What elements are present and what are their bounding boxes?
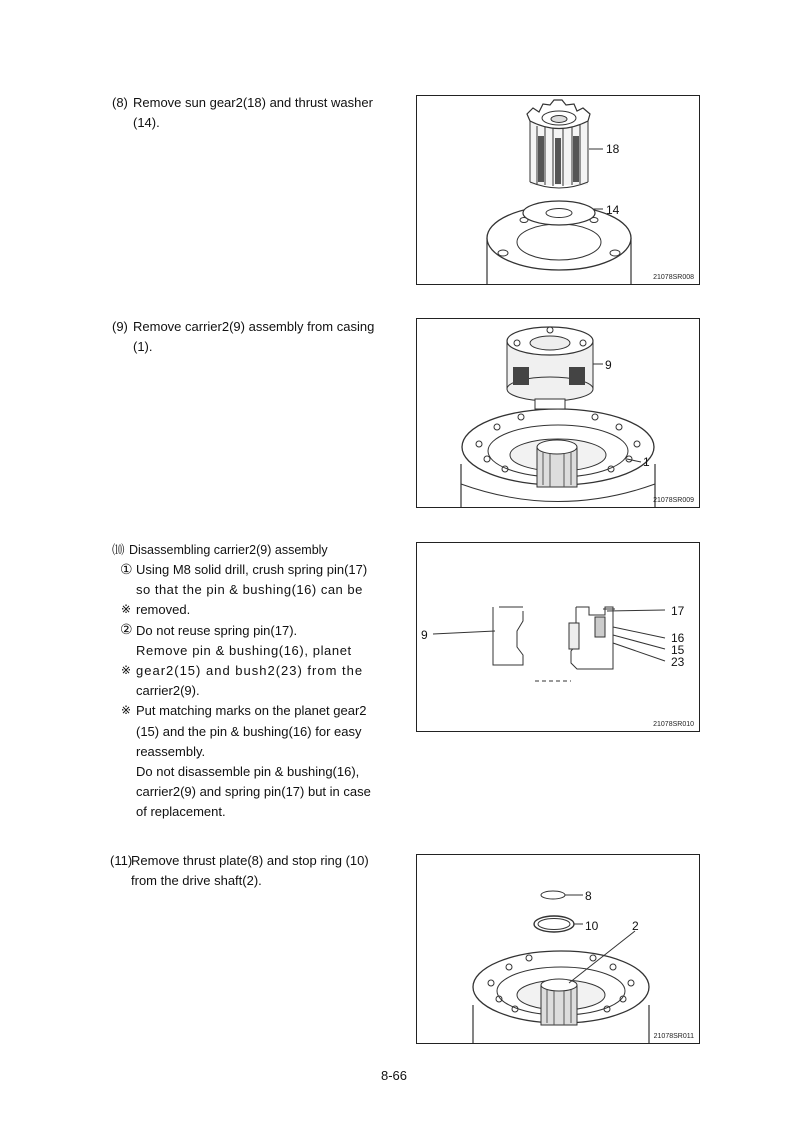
detail-line: carrier2(9) and spring pin(17) but in case: [136, 784, 371, 800]
step-number: (11): [110, 853, 133, 868]
note-mark: ※: [121, 663, 132, 677]
detail-line: Do not disassemble pin & bushing(16),: [136, 764, 360, 780]
thrust-plate-illustration: [417, 855, 699, 1043]
detail-line: removed.: [136, 602, 191, 618]
carrier-section-illustration: [417, 543, 699, 731]
circled-number-2: ②: [120, 621, 133, 637]
callout-1: 1: [643, 455, 650, 469]
figure-carrier-section: [416, 542, 700, 732]
step-text-line: Remove thrust plate(8) and stop ring (10): [131, 853, 369, 868]
figure-code: 21078SR011: [653, 1033, 694, 1040]
callout-2: 2: [632, 919, 639, 933]
step-text-line: (14).: [133, 115, 160, 130]
step-text-line: (1).: [133, 339, 153, 354]
detail-line: carrier2(9).: [136, 683, 200, 699]
figure-thrust-plate-removal: [416, 854, 700, 1044]
step-9: [112, 317, 392, 359]
detail-line: Using M8 solid drill, crush spring pin(17): [136, 562, 368, 577]
note-mark: ※: [121, 602, 132, 616]
step-10-details: [136, 560, 378, 823]
callout-17: 17: [671, 604, 685, 618]
detail-line: so that the pin & bushing(16) can be: [136, 582, 363, 598]
figure-carrier-removal: [416, 318, 700, 508]
step-text-line: Disassembling carrier2(9) assembly: [129, 543, 328, 557]
detail-line: gear2(15) and bush2(23) from the: [136, 663, 364, 679]
circled-number-1: ①: [120, 561, 133, 577]
page-number: 8-66: [381, 1068, 408, 1083]
callout-23: 23: [671, 655, 685, 669]
note-mark: ※: [121, 703, 132, 717]
detail-line: Remove pin & bushing(16), planet: [136, 642, 352, 658]
figure-sun-gear-removal: [416, 95, 700, 285]
step-10: [112, 540, 392, 560]
callout-9: 9: [421, 628, 428, 642]
callout-15: 15: [671, 643, 685, 657]
step-text-line: from the drive shaft(2).: [131, 873, 262, 888]
step-number: (8): [112, 95, 128, 110]
step-text-line: Remove sun gear2(18) and thrust washer: [133, 95, 373, 110]
figure-code: 21078SR010: [653, 721, 694, 728]
step-number: ⑽: [112, 543, 125, 557]
step-text-line: Remove carrier2(9) assembly from casing: [133, 319, 375, 334]
detail-line: Put matching marks on the planet gear2: [136, 703, 367, 719]
step-number: (9): [112, 319, 128, 334]
detail-line: (15) and the pin & bushing(16) for easy: [136, 723, 362, 739]
detail-line: Do not reuse spring pin(17).: [136, 622, 298, 638]
figure-code: 21078SR008: [653, 274, 694, 281]
sun-gear-illustration: [417, 96, 699, 284]
callout-14: 14: [606, 203, 620, 217]
callout-8: 8: [585, 889, 592, 903]
callout-18: 18: [606, 142, 620, 156]
detail-line: reassembly.: [136, 743, 206, 759]
figure-code: 21078SR009: [653, 497, 694, 504]
step-11: [110, 851, 390, 893]
detail-line: of replacement.: [136, 804, 226, 820]
carrier-illustration: [417, 319, 699, 507]
callout-9: 9: [605, 358, 612, 372]
callout-10: 10: [585, 919, 599, 933]
step-8: [112, 93, 392, 135]
callout-16: 16: [671, 631, 685, 645]
